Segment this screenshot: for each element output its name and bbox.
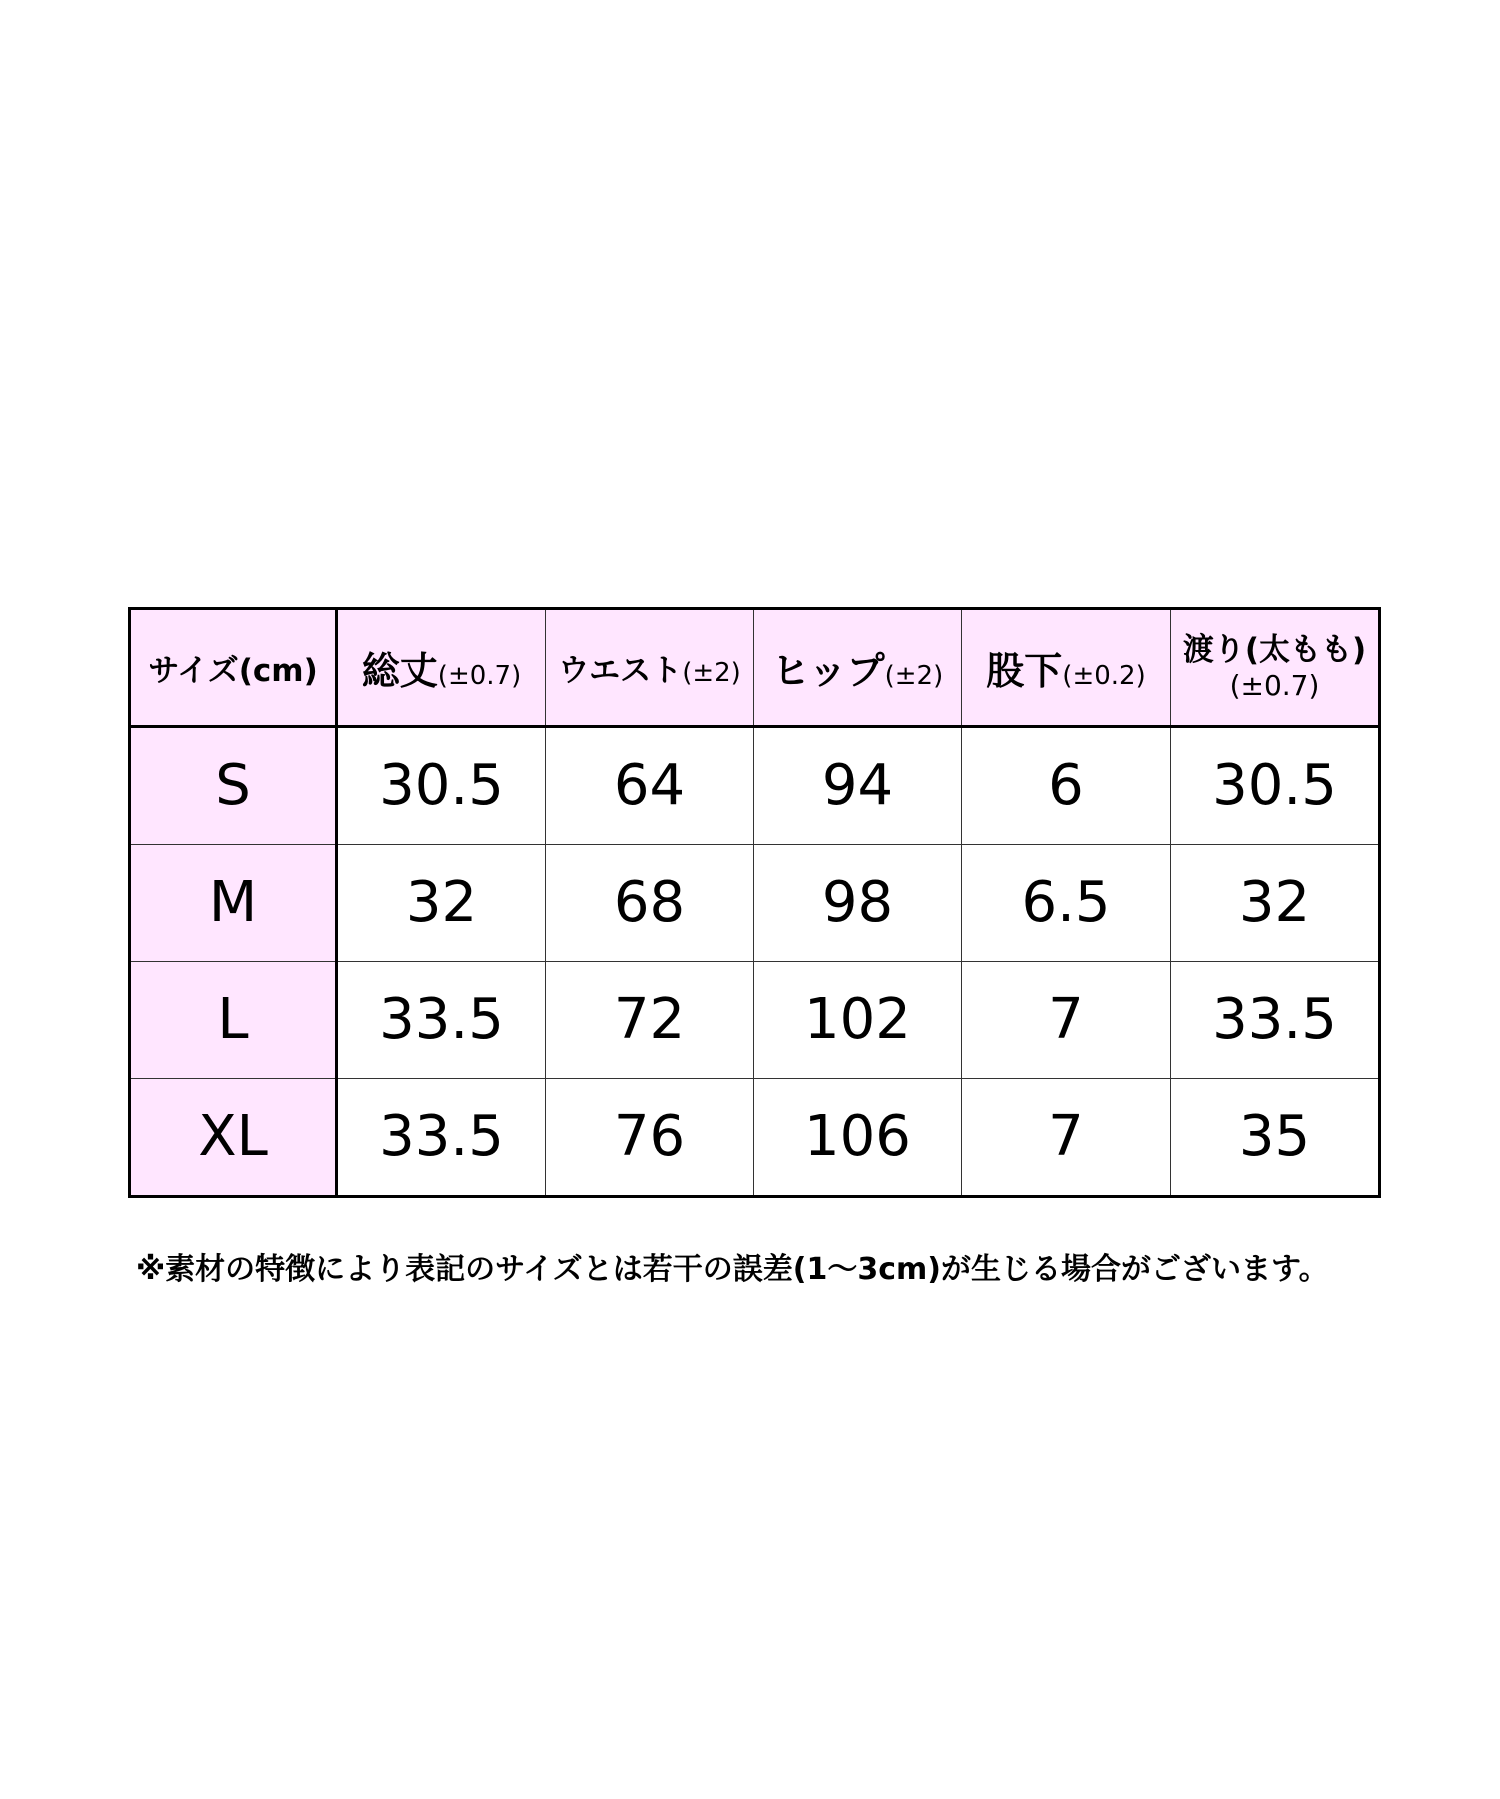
header-size: [130, 609, 337, 727]
header-total-length-label: 総丈: [361, 649, 438, 693]
value-cell: 32: [1171, 845, 1380, 962]
value-cell: 33.5: [1171, 962, 1380, 1079]
measurement-note: ※素材の特徴により表記のサイズとは若干の誤差(1～3cm)が生じる場合がございます。: [136, 1252, 1329, 1287]
header-thigh-label: 渡り(太もも): [1182, 632, 1367, 669]
value-cell: 6: [962, 727, 1171, 845]
value-cell: 72: [546, 962, 754, 1079]
value-cell: 64: [546, 727, 754, 845]
header-size-label: サイズ(cm): [148, 653, 318, 689]
size-cell: S: [130, 727, 337, 845]
header-total-length-tolerance: (±0.7): [437, 661, 522, 691]
header-thigh-tolerance: (±0.7): [1229, 669, 1320, 703]
header-thigh: [1171, 609, 1380, 727]
table-row: [130, 1079, 1380, 1197]
header-hip-tolerance: (±2): [884, 661, 944, 691]
size-chart-table: [128, 607, 1381, 1198]
header-waist-tolerance: (±2): [682, 658, 741, 688]
header-inseam: [962, 609, 1171, 727]
value-cell: 76: [546, 1079, 754, 1197]
table-row: [130, 727, 1380, 845]
header-hip: [754, 609, 962, 727]
value-cell: 7: [962, 1079, 1171, 1197]
value-cell: 98: [754, 845, 962, 962]
size-cell: M: [130, 845, 337, 962]
table-row: [130, 962, 1380, 1079]
table-row: [130, 845, 1380, 962]
header-total-length: [337, 609, 546, 727]
value-cell: 68: [546, 845, 754, 962]
value-cell: 33.5: [337, 1079, 546, 1197]
header-row: [130, 609, 1380, 727]
value-cell: 7: [962, 962, 1171, 1079]
header-hip-label: ヒップ: [771, 649, 885, 693]
value-cell: 30.5: [1171, 727, 1380, 845]
header-inseam-label: 股下: [986, 649, 1063, 693]
value-cell: 30.5: [337, 727, 546, 845]
header-waist-label: ウエスト: [558, 653, 683, 689]
value-cell: 32: [337, 845, 546, 962]
value-cell: 102: [754, 962, 962, 1079]
header-waist: [546, 609, 754, 727]
header-inseam-tolerance: (±0.2): [1062, 661, 1146, 691]
value-cell: 94: [754, 727, 962, 845]
size-cell: L: [130, 962, 337, 1079]
value-cell: 33.5: [337, 962, 546, 1079]
value-cell: 35: [1171, 1079, 1380, 1197]
value-cell: 6.5: [962, 845, 1171, 962]
value-cell: 106: [754, 1079, 962, 1197]
size-cell: XL: [130, 1079, 337, 1197]
